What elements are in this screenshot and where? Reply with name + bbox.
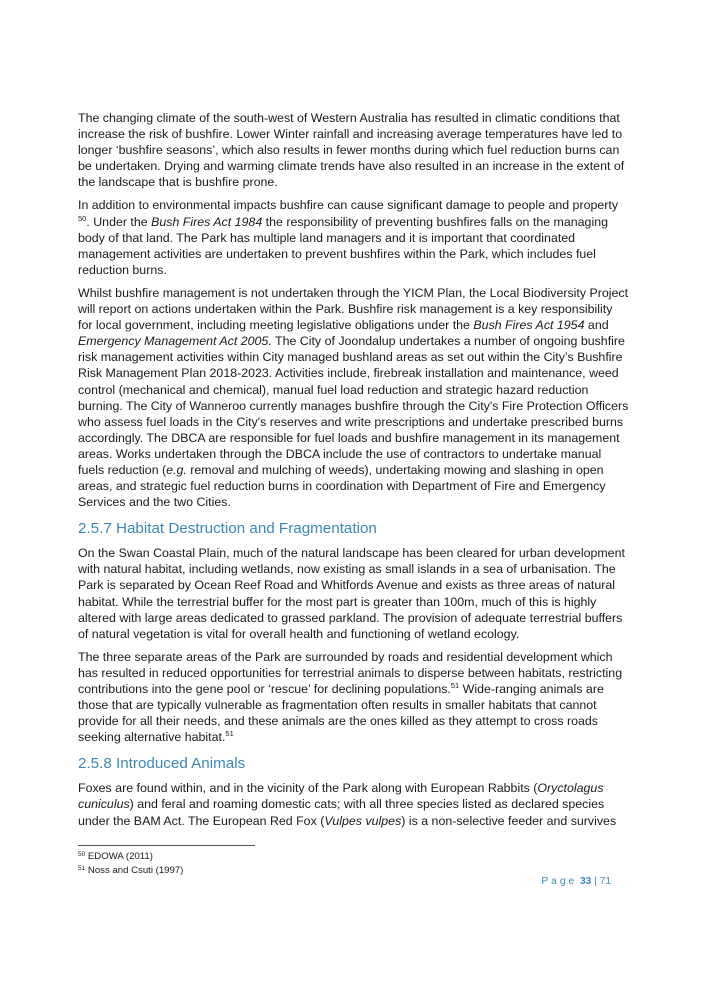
page-separator: |	[591, 876, 600, 887]
text: ) is a non-selective feeder and survives	[401, 813, 617, 828]
footnote-ref: 51	[450, 681, 460, 690]
text: Foxes are found within, and in the vicinity of the Park along with European Rabbits (	[78, 781, 538, 796]
footnote-text: Noss and Csuti (1997)	[85, 865, 184, 876]
current-page: 33	[580, 876, 592, 887]
act-title: Bush Fires Act 1984	[151, 214, 263, 229]
footnotes	[78, 850, 183, 878]
text: ) and feral and roaming domestic cats; with all three species listed as declared species under the BAM Act. The European Red Fox (	[78, 797, 605, 828]
text: The City of Joondalup undertakes a number of ongoing bushfire risk management activities within City managed bushland areas as set out within the City’s Bushfire Risk Management Plan 2018-2023. Activities include, firebreak installation and maintenance, weed control (mechanical and chemical), manual fuel load reduction and strategic hazard reduction burning. The City of Wanneroo currently manages bushfire through the City's Fire Protection Officers who assess fuel loads in the City's reserves and write prescriptions and undertake prescribed burns accordingly. The DBCA are responsible for fuel loads and bushfire management in its management areas. Works undertaken through the DBCA include the use of contractors to undertake manual fuels reduction (	[78, 334, 629, 477]
footnote-ref: 51	[225, 729, 234, 739]
page-number	[541, 876, 611, 887]
footnote-item	[78, 864, 183, 878]
text: The three separate areas of the Park are surrounded by roads and residential development which has resulted in reduced opportunities for terrestrial animals to disperse between habitats, restricting contributions into the gene pool or ‘rescue’ for declining populations.	[78, 649, 623, 696]
paragraph-climate	[78, 110, 630, 190]
paragraph-fragmentation	[78, 649, 630, 746]
footnote-divider	[78, 845, 255, 846]
text: The changing climate of the south-west of Western Australia has resulted in climatic conditions that increase the risk of bushfire. Lower Winter rainfall and increasing average temperatures have led to longer ‘bushfire seasons’, which also results in fewer months during which fuel reduction burns can be undertaken. Drying and warming climate trends have also resulted in an increase in the extent of the landscape that is bushfire prone.	[78, 111, 625, 190]
footnote-text: EDOWA (2011)	[85, 851, 153, 862]
section-heading-habitat: 2.5.7 Habitat Destruction and Fragmentation	[78, 520, 377, 538]
paragraph-foxes	[78, 780, 630, 828]
text: the responsibility of preventing bushfires falls on the managing body of that land. The Park has multiple land managers and it is important that coordinated management activities are undertaken to prevent bushfires within the Park, which includes fuel reduction burns.	[78, 214, 608, 277]
text: Wide-ranging animals are those that are typically vulnerable as fragmentation often results in smaller habitats that cannot provide for all their needs, and these animals are the ones killed as they attempt to cross roads seeking alternative habitat.	[78, 682, 604, 745]
document-body	[78, 110, 630, 836]
species-name: Oryctolagus cuniculus	[78, 781, 604, 812]
section-heading-introduced: 2.5.8 Introduced Animals	[78, 755, 246, 773]
species-name: Vulpes vulpes	[324, 813, 402, 828]
page-label: Page	[541, 876, 578, 887]
eg-abbrev: e.g.	[166, 462, 187, 477]
footnote-ref: 50	[78, 213, 87, 223]
text: In addition to environmental impacts bushfire can cause significant damage to people and property	[78, 198, 619, 213]
paragraph-swan-coastal	[78, 545, 630, 642]
paragraph-impacts	[78, 197, 630, 277]
footnote-item	[78, 850, 183, 864]
act-title: Emergency Management Act 2005.	[78, 334, 272, 349]
total-pages: 71	[599, 876, 611, 887]
text: and	[584, 318, 609, 333]
text: removal and mulching of weeds), undertaking mowing and slashing in open areas, and strategic fuel reduction burns in coordination with Department of Fire and Emergency Services and the two Cities.	[78, 462, 606, 510]
text: . Under the	[86, 214, 152, 229]
text: On the Swan Coastal Plain, much of the natural landscape has been cleared for urban development with natural habitat, including wetlands, now existing as small islands in a sea of urbanisation. The Park is separated by Ocean Reef Road and Whitfords Avenue and exists as three areas of natural habitat. While the terrestrial buffer for the most part is greater than 100m, much of this is highly altered with large areas dedicated to grassed parkland. The provision of adequate terrestrial buffers of natural vegetation is vital for overall health and functioning of wetland ecology.	[78, 546, 625, 641]
footnote-number: 51	[78, 865, 86, 872]
text: Whilst bushfire management is not undertaken through the YICM Plan, the Local Biodiversity Project will report on actions undertaken within the Park. Bushfire risk management is a key responsibility for local government, including meeting legislative obligations under the	[78, 285, 629, 333]
paragraph-management	[78, 285, 630, 510]
footnote-number: 50	[78, 851, 86, 858]
act-title: Bush Fires Act 1954	[473, 318, 585, 333]
